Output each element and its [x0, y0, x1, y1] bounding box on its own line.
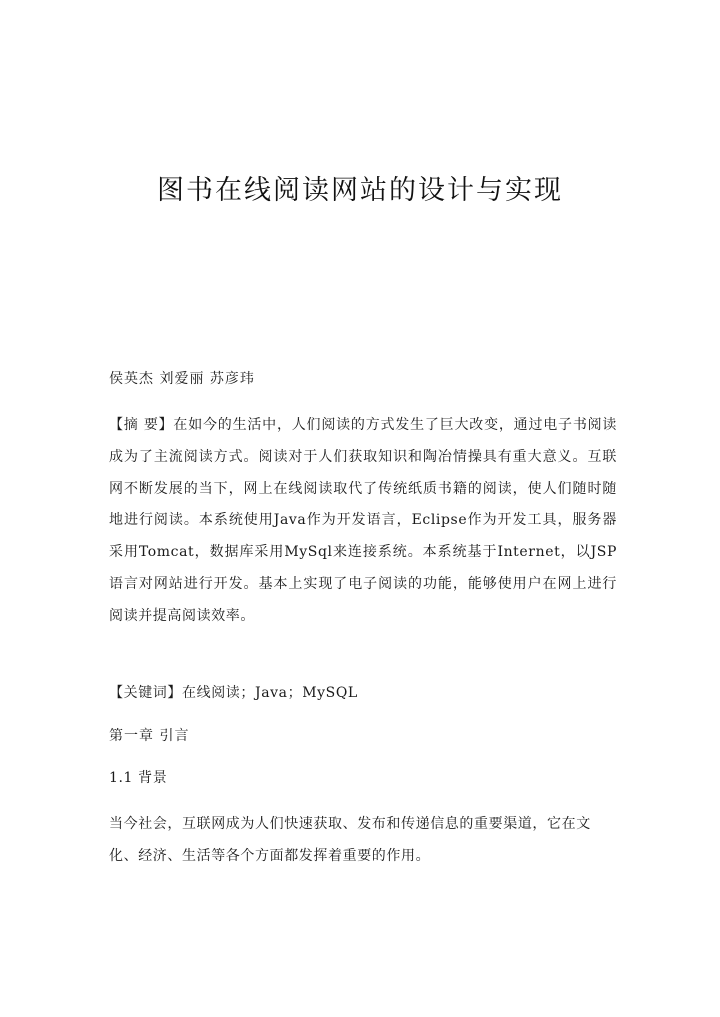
document-title: 图书在线阅读网站的设计与实现 [157, 175, 563, 206]
keywords-line [109, 682, 358, 702]
section-heading: 1.1 背景 [109, 770, 168, 786]
author-list: 侯英杰 刘爱丽 苏彦玮 [109, 371, 255, 387]
abstract-label: 【摘 要】 [109, 417, 174, 433]
abstract-text: 在如今的生活中，人们阅读的方式发生了巨大改变，通过电子书阅读成为了主流阅读方式。阅读对于人们获取知识和陶冶情操具有重大意义。互联网不断发展的当下，网上在线阅读取代了传统纸质书籍的阅读，使人们随时随地进行阅读。本系统使用Java作为开发语言，Eclipse作为开发工具，服务器采用Tomcat，数据库采用MySql来连接系统。本系统基于Internet，以JSP语言对网站进行开发。基本上实现了电子阅读的功能，能够使用户在网上进行阅读并提高阅读效率。 [109, 417, 618, 624]
chapter-heading: 第一章 引言 [109, 728, 190, 744]
section-paragraph: 当今社会，互联网成为人们快速获取、发布和传递信息的重要渠道，它在文化、经济、生活等各个方面都发挥着重要的作用。 [109, 816, 591, 864]
keywords-label: 【关键词】 [109, 685, 182, 701]
abstract-paragraph [109, 410, 617, 633]
keywords-text: 在线阅读；Java；MySQL [182, 685, 358, 701]
